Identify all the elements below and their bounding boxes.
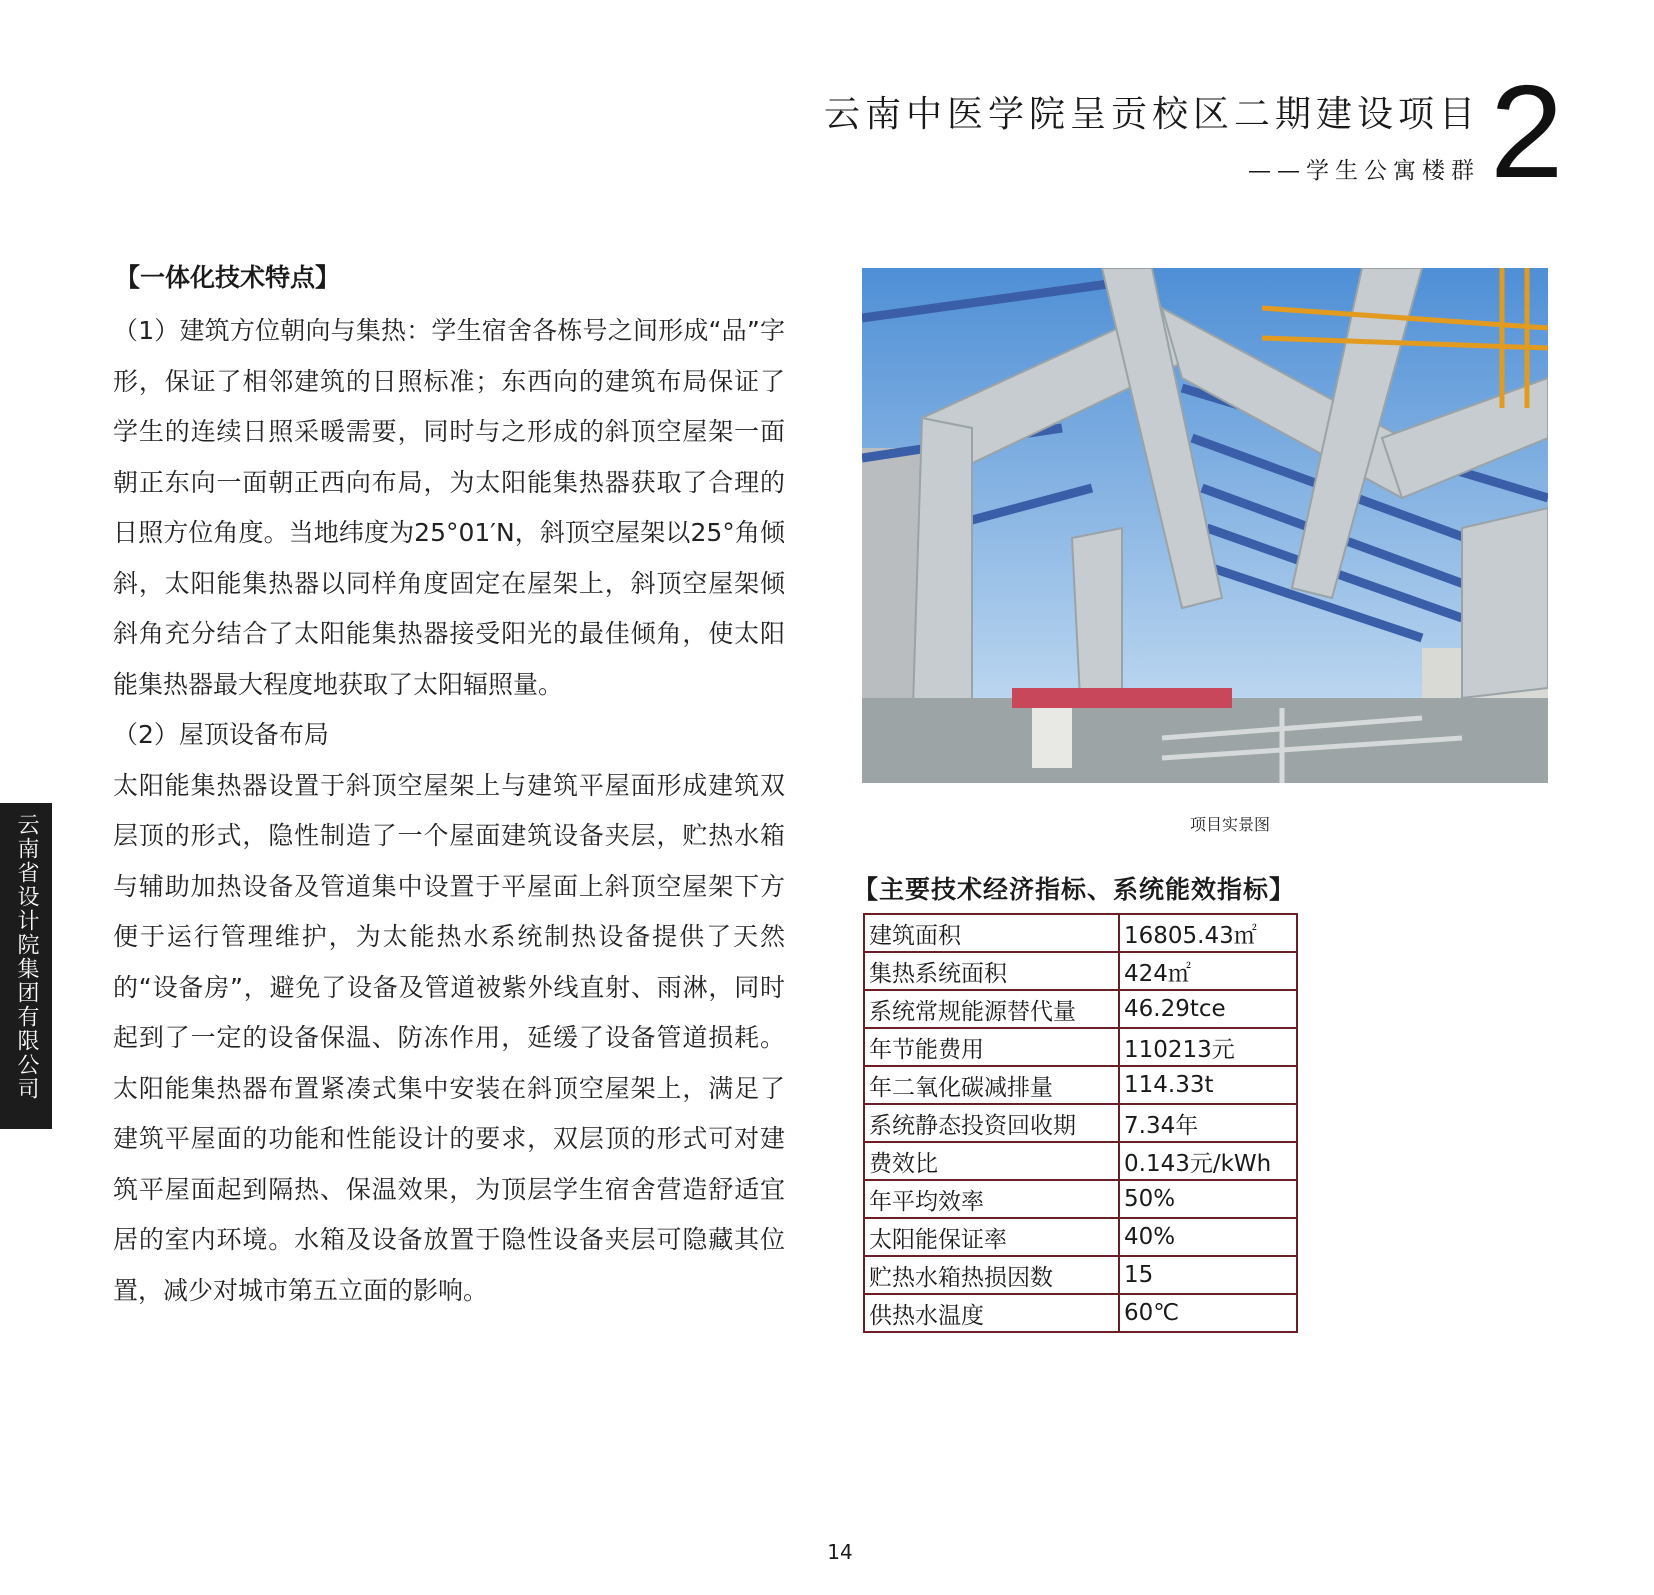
table-row (864, 1180, 1297, 1218)
document-subtitle: ——学生公寓楼群 (1248, 158, 1480, 184)
table-row (864, 990, 1297, 1028)
table-row (864, 1066, 1297, 1104)
metric-label: 年平均效率 (864, 1180, 1119, 1218)
photo-caption: 项目实景图 (1189, 815, 1270, 834)
metric-label: 系统常规能源替代量 (864, 990, 1119, 1028)
metric-value: 46.29tce (1119, 990, 1297, 1028)
metric-label: 建筑面积 (864, 914, 1119, 952)
section-heading: 【一体化技术特点】 (115, 263, 341, 292)
metric-label: 贮热水箱热损因数 (864, 1256, 1119, 1294)
table-row (864, 1028, 1297, 1066)
metric-value: 60℃ (1119, 1294, 1297, 1332)
table-row (864, 1294, 1297, 1332)
metric-label: 太阳能保证率 (864, 1218, 1119, 1256)
paragraph-3: 太阳能集热器设置于斜顶空屋架上与建筑平屋面形成建筑双层顶的形式，隐性制造了一个屋面建筑设备夹层，贮热水箱与辅助加热设备及管道集中设置于平屋面上斜顶空屋架下方便于运行管理维护，为太能热水系统制热设备提供了天然的“设备房”，避免了设备及管道被紫外线直射、雨淋，同时起到了一定的设备保温、防冻作用，延缓了设备管道损耗。太阳能集热器布置紧凑式集中安装在斜顶空屋架上，满足了建筑平屋面的功能和性能设计的要求，双层顶的形式可对建筑平屋面起到隔热、保温效果，为顶层学生宿舍营造舒适宜居的室内环境。水箱及设备放置于隐性设备夹层可隐藏其位置，减少对城市第五立面的影响。 (113, 770, 785, 1305)
metric-value: 15 (1119, 1256, 1297, 1294)
project-photo (862, 268, 1548, 783)
table-row (864, 1218, 1297, 1256)
photo-illustration (862, 268, 1548, 783)
metric-label: 系统静态投资回收期 (864, 1104, 1119, 1142)
metric-label: 集热系统面积 (864, 952, 1119, 990)
metric-label: 年节能费用 (864, 1028, 1119, 1066)
metric-value: 7.34年 (1119, 1104, 1297, 1142)
metrics-heading: 【主要技术经济指标、系统能效指标】 (853, 875, 1296, 904)
paragraph-2: （2）屋顶设备布局 (113, 720, 329, 749)
metric-value: 424㎡ (1119, 952, 1297, 990)
paragraph-1: （1）建筑方位朝向与集热：学生宿舍各栋号之间形成“品”字形，保证了相邻建筑的日照标准；东西向的建筑布局保证了学生的连续日照采暖需要，同时与之形成的斜顶空屋架一面朝正东向一面朝正西向布局，为太阳能集热器获取了合理的日照方位角度。当地纬度为25°01′N，斜顶空屋架以25°角倾斜，太阳能集热器以同样角度固定在屋架上，斜顶空屋架倾斜角充分结合了太阳能集热器接受阳光的最佳倾角，使太阳能集热器最大程度地获取了太阳辐照量。 (113, 316, 785, 699)
side-tab (0, 803, 52, 1129)
table-row (864, 1256, 1297, 1294)
metric-value: 50% (1119, 1180, 1297, 1218)
metric-label: 年二氧化碳减排量 (864, 1066, 1119, 1104)
side-tab-label: 云南省设计院集团有限公司 (14, 813, 39, 1101)
metric-label: 供热水温度 (864, 1294, 1119, 1332)
document-title: 云南中医学院呈贡校区二期建设项目 (823, 94, 1480, 135)
table-row (864, 952, 1297, 990)
body-text (113, 306, 785, 1316)
metric-value: 16805.43㎡ (1119, 914, 1297, 952)
metric-label: 费效比 (864, 1142, 1119, 1180)
page-number: 14 (827, 1540, 853, 1564)
chapter-number: 2 (1490, 58, 1564, 205)
table-row (864, 1104, 1297, 1142)
metrics-table-body (864, 914, 1297, 1332)
metrics-table (863, 913, 1298, 1333)
table-row (864, 914, 1297, 952)
metric-value: 40% (1119, 1218, 1297, 1256)
table-row (864, 1142, 1297, 1180)
metric-value: 0.143元/kWh (1119, 1142, 1297, 1180)
metric-value: 110213元 (1119, 1028, 1297, 1066)
metric-value: 114.33t (1119, 1066, 1297, 1104)
